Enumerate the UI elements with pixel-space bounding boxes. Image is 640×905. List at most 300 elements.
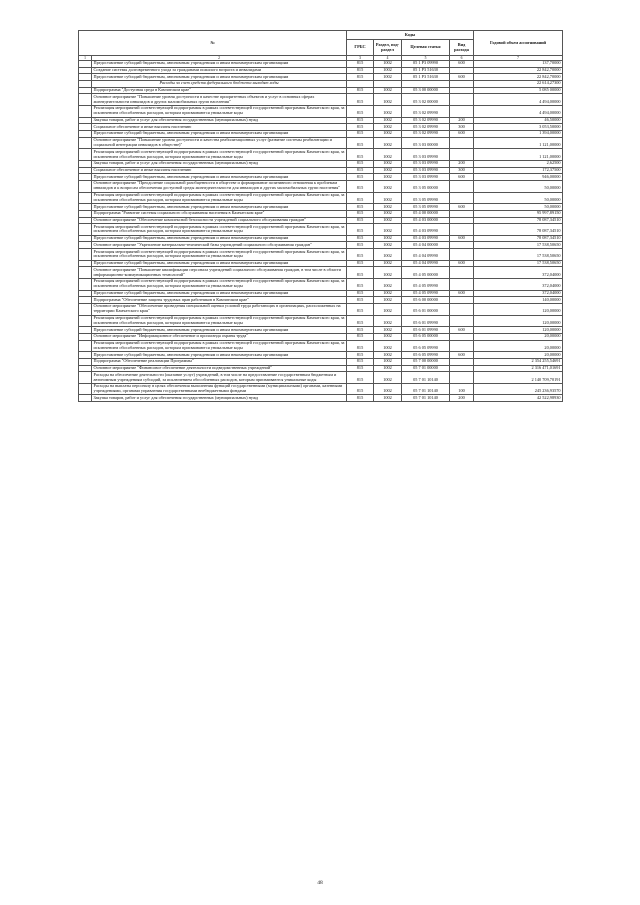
expense-type-cell	[450, 137, 474, 149]
amount-cell: 4 494,00000	[474, 106, 563, 118]
row-number-cell	[79, 290, 92, 297]
row-number-cell	[79, 297, 92, 304]
expense-type-cell: 600	[450, 74, 474, 81]
row-number-cell	[79, 174, 92, 181]
amount-cell: 17 538,50650	[474, 260, 563, 267]
razdel-cell: 1002	[374, 340, 402, 352]
razdel-cell: 1002	[374, 217, 402, 224]
amount-cell: 3 053,50000	[474, 124, 563, 131]
table-row	[79, 87, 563, 94]
amount-cell: 22 842,70000	[474, 74, 563, 81]
amount-cell: 1 121,00000	[474, 137, 563, 149]
razdel-cell: 1002	[374, 117, 402, 124]
row-number-cell	[79, 131, 92, 138]
row-name-cell: Предоставление субсидий бюджетным, автономным учреждениям и иным некоммерческим организациям	[92, 290, 347, 297]
row-name-cell: Реализация мероприятий соответствующей подпрограммы в рамках соответствующей государственной программы Камчатского края, за исключением обособленных расходов, которым присваиваются уникальные коды	[92, 106, 347, 118]
amount-cell: 22 842,70000	[474, 67, 563, 74]
row-name-cell: Основное мероприятие "Информационное обеспечение и пропаганда охраны труда"	[92, 333, 347, 340]
table-header	[79, 31, 563, 61]
row-number-cell	[79, 352, 92, 359]
amount-cell: 78 087,34510	[474, 217, 563, 224]
row-number-cell	[79, 217, 92, 224]
row-name-cell: Основное мероприятие "Повышение уровня доступности и качества реабилитационных услуг (развитие системы реабилитации и социальной интеграции инвалидов в обществе)"	[92, 137, 347, 149]
expense-type-cell	[450, 106, 474, 118]
expense-type-cell: 600	[450, 327, 474, 334]
row-number-cell	[79, 383, 92, 395]
table-row	[79, 279, 563, 291]
razdel-cell: 1002	[374, 174, 402, 181]
target-article-cell: 05 4 04 09990	[402, 260, 450, 267]
row-name-cell: Основное мероприятие "Повышение квалификации персонала учреждений социального обслуживания граждан, в том числе в области информационно-коммуникационных технологий"	[92, 267, 347, 279]
razdel-cell: 1002	[374, 297, 402, 304]
row-number-cell	[79, 260, 92, 267]
razdel-cell: 1002	[374, 327, 402, 334]
header-expense-type: Вид расхода	[450, 40, 474, 56]
target-article-cell: 05 4 03 00000	[402, 217, 450, 224]
amount-cell: 120,00000	[474, 315, 563, 327]
row-name-cell: Предоставление субсидий бюджетным, автономным учреждениям и иным некоммерческим организациям	[92, 352, 347, 359]
budget-table	[78, 30, 563, 402]
expense-type-cell: 200	[450, 117, 474, 124]
row-number-cell	[79, 204, 92, 211]
amount-cell: 140,00000	[474, 297, 563, 304]
table-row	[79, 372, 563, 384]
row-name-cell: Предоставление субсидий бюджетным, автономным учреждениям и иным некоммерческим организациям	[92, 235, 347, 242]
grbs-cell: 815	[347, 204, 374, 211]
grbs-cell: 815	[347, 333, 374, 340]
target-article-cell: 05 3 02 09990	[402, 131, 450, 138]
row-name-cell: Расходы на выплаты персоналу в целях обеспечения выполнения функций государственными (муниципальными) органами, казенными учреждениями, органами управления государственными внебюджетными фондами	[92, 383, 347, 395]
grbs-cell: 815	[347, 117, 374, 124]
table-row	[79, 249, 563, 261]
table-row	[79, 167, 563, 174]
column-index: 7	[474, 56, 563, 61]
target-article-cell: 05 3 03 00000	[402, 137, 450, 149]
amount-cell: 22 614,27300	[474, 81, 563, 88]
table-row	[79, 117, 563, 124]
amount-cell: 120,00000	[474, 327, 563, 334]
razdel-cell: 1002	[374, 304, 402, 316]
target-article-cell: 05 7 01 00000	[402, 365, 450, 372]
row-number-cell	[79, 358, 92, 365]
grbs-cell: 815	[347, 267, 374, 279]
row-name-cell: Создание системы долговременного ухода за гражданами пожилого возраста и инвалидами	[92, 67, 347, 74]
grbs-cell: 815	[347, 74, 374, 81]
razdel-cell: 1002	[374, 149, 402, 161]
target-article-cell: 05 3 03 09990	[402, 160, 450, 167]
razdel-cell: 1002	[374, 224, 402, 236]
expense-type-cell	[450, 315, 474, 327]
row-name-cell: Предоставление субсидий бюджетным, автономным учреждениям и иным некоммерческим организациям	[92, 74, 347, 81]
target-article-cell: 05 6 01 09990	[402, 315, 450, 327]
expense-type-cell: 600	[450, 174, 474, 181]
razdel-cell: 1002	[374, 372, 402, 384]
grbs-cell: 815	[347, 87, 374, 94]
row-name-cell: Реализация мероприятий соответствующей подпрограммы в рамках соответствующей государственной программы Камчатского края, за исключением обособленных расходов, которым присваиваются уникальные коды	[92, 149, 347, 161]
row-number-cell	[79, 106, 92, 118]
target-article-cell: 05 6 01 09990	[402, 327, 450, 334]
razdel-cell: 1002	[374, 333, 402, 340]
amount-cell: 95 997,89150	[474, 210, 563, 217]
grbs-cell: 815	[347, 210, 374, 217]
razdel-cell: 1002	[374, 290, 402, 297]
row-name-cell: Расходы за счет средств федерального бюджета выходят ходы	[92, 81, 347, 88]
table-row	[79, 340, 563, 352]
column-index: 4	[374, 56, 402, 61]
expense-type-cell	[450, 340, 474, 352]
expense-type-cell: 600	[450, 204, 474, 211]
razdel-cell: 1002	[374, 61, 402, 68]
table-row	[79, 106, 563, 118]
row-number-cell	[79, 117, 92, 124]
grbs-cell: 815	[347, 61, 374, 68]
row-number-cell	[79, 87, 92, 94]
expense-type-cell	[450, 180, 474, 192]
amount-cell: 245 236,93570	[474, 383, 563, 395]
expense-type-cell	[450, 297, 474, 304]
razdel-cell: 1002	[374, 242, 402, 249]
row-name-cell: Предоставление субсидий бюджетным, автономным учреждениям и иным некоммерческим организациям	[92, 260, 347, 267]
razdel-cell: 1002	[374, 249, 402, 261]
grbs-cell: 815	[347, 174, 374, 181]
table-row	[79, 290, 563, 297]
amount-cell: 372,04000	[474, 290, 563, 297]
table-row	[79, 81, 563, 88]
target-article-cell: 05 6 01 00000	[402, 304, 450, 316]
expense-type-cell: 200	[450, 160, 474, 167]
grbs-cell: 815	[347, 279, 374, 291]
row-number-cell	[79, 74, 92, 81]
expense-type-cell	[450, 224, 474, 236]
target-article-cell: 05 1 Р3 51630	[402, 74, 450, 81]
target-article-cell: 05 4 04 00000	[402, 242, 450, 249]
row-name-cell: Реализация мероприятий соответствующей подпрограммы в рамках соответствующей государственной программы Камчатского края, за исключением обособленных расходов, которым присваиваются уникальные коды	[92, 249, 347, 261]
header-target-article: Целевая статья	[402, 40, 450, 56]
razdel-cell: 1002	[374, 204, 402, 211]
row-number-cell	[79, 365, 92, 372]
target-article-cell: 05 6 05 09990	[402, 352, 450, 359]
expense-type-cell: 600	[450, 352, 474, 359]
table-row	[79, 297, 563, 304]
row-number-cell	[79, 67, 92, 74]
column-index: 3	[347, 56, 374, 61]
razdel-cell: 1002	[374, 67, 402, 74]
row-name-cell: Реализация мероприятий соответствующей подпрограммы в рамках соответствующей государственной программы Камчатского края, за исключением обособленных расходов, которым присваиваются уникальные коды	[92, 340, 347, 352]
expense-type-cell: 600	[450, 260, 474, 267]
expense-type-cell	[450, 242, 474, 249]
amount-cell: 17 538,50650	[474, 242, 563, 249]
target-article-cell: 05 3 03 09990	[402, 167, 450, 174]
expense-type-cell: 600	[450, 235, 474, 242]
row-name-cell: Предоставление субсидий бюджетным, автономным учреждениям и иным некоммерческим организациям	[92, 61, 347, 68]
grbs-cell: 815	[347, 297, 374, 304]
target-article-cell: 05 4 03 09990	[402, 235, 450, 242]
amount-cell: 50,00000	[474, 180, 563, 192]
razdel-cell: 1002	[374, 358, 402, 365]
table-row	[79, 304, 563, 316]
table-row	[79, 137, 563, 149]
row-number-cell	[79, 395, 92, 402]
row-name-cell: Основное мероприятие "Повышение уровня доступности в качестве приоритетных объектов и услуг в основных сферах жизнедеятельности инвалидов и других маломобильных групп населения"	[92, 94, 347, 106]
page-number: 48	[317, 880, 323, 886]
expense-type-cell	[450, 87, 474, 94]
table-row	[79, 224, 563, 236]
expense-type-cell	[450, 249, 474, 261]
grbs-cell: 815	[347, 224, 374, 236]
row-name-cell: Закупка товаров, работ и услуг для обеспечения государственных (муниципальных) нужд	[92, 117, 347, 124]
expense-type-cell	[450, 372, 474, 384]
row-name-cell: Основное мероприятие "Укрепление материально-технической базы учреждений социального обслуживания граждан"	[92, 242, 347, 249]
row-name-cell: Основное мероприятие "Обеспечение проведения специальной оценки условий труда работающих в организациях, расположенных на территории Камчатского края"	[92, 304, 347, 316]
header-razdel: Раздел, под-раздел	[374, 40, 402, 56]
table-row	[79, 210, 563, 217]
target-article-cell: 05 3 02 09990	[402, 106, 450, 118]
expense-type-cell	[450, 365, 474, 372]
expense-type-cell	[450, 192, 474, 204]
amount-cell: 20,00000	[474, 340, 563, 352]
table-row	[79, 358, 563, 365]
target-article-cell: 05 4 05 09990	[402, 279, 450, 291]
grbs-cell: 815	[347, 167, 374, 174]
expense-type-cell: 200	[450, 395, 474, 402]
header-volume: Годовой объем ассигнований	[474, 31, 563, 56]
grbs-cell: 815	[347, 137, 374, 149]
expense-type-cell: 300	[450, 124, 474, 131]
row-number-cell	[79, 94, 92, 106]
table-row	[79, 352, 563, 359]
amount-cell: 2,62500	[474, 160, 563, 167]
grbs-cell: 815	[347, 395, 374, 402]
expense-type-cell	[450, 149, 474, 161]
razdel-cell: 1002	[374, 267, 402, 279]
target-article-cell: 05 4 03 09990	[402, 224, 450, 236]
target-article-cell: 05 3 05 00000	[402, 180, 450, 192]
target-article-cell: 05 6 05 09990	[402, 340, 450, 352]
razdel-cell: 1002	[374, 235, 402, 242]
amount-cell: 46,50000	[474, 117, 563, 124]
row-name-cell: Подпрограмма "Обеспечение реализации Программы"	[92, 358, 347, 365]
target-article-cell: 05 4 04 09990	[402, 249, 450, 261]
grbs-cell: 815	[347, 106, 374, 118]
razdel-cell: 1002	[374, 94, 402, 106]
grbs-cell: 815	[347, 315, 374, 327]
expense-type-cell	[450, 81, 474, 88]
amount-cell: 5 085 00000	[474, 87, 563, 94]
row-name-cell: Предоставление субсидий бюджетным, автономным учреждениям и иным некоммерческим организациям	[92, 174, 347, 181]
row-number-cell	[79, 304, 92, 316]
table-row	[79, 217, 563, 224]
amount-cell: 50,00000	[474, 204, 563, 211]
row-name-cell: Реализация мероприятий соответствующей подпрограммы в рамках соответствующей государственной программы Камчатского края, за исключением обособленных расходов, которым присваиваются уникальные коды	[92, 279, 347, 291]
target-article-cell: 05 3 02 00000	[402, 94, 450, 106]
expense-type-cell	[450, 333, 474, 340]
razdel-cell: 1002	[374, 167, 402, 174]
row-name-cell: Реализация мероприятий соответствующей подпрограммы в рамках соответствующей государственной программы Камчатского края, за исключением обособленных расходов, которым присваиваются уникальные коды	[92, 224, 347, 236]
row-number-cell	[79, 267, 92, 279]
amount-cell: 20,00000	[474, 333, 563, 340]
grbs-cell	[347, 81, 374, 88]
table-row	[79, 204, 563, 211]
amount-cell: 137,70000	[474, 61, 563, 68]
grbs-cell: 815	[347, 192, 374, 204]
row-number-cell	[79, 249, 92, 261]
header-codes: Коды	[347, 31, 474, 40]
table-row	[79, 327, 563, 334]
table-row	[79, 235, 563, 242]
amount-cell: 372,04000	[474, 279, 563, 291]
table-row	[79, 74, 563, 81]
row-name-cell: Основное мероприятие "Обеспечение комплексной безопасности учреждений социального обслуживания граждан"	[92, 217, 347, 224]
amount-cell: 2 354 255,54691	[474, 358, 563, 365]
amount-cell: 2 140 709,70191	[474, 372, 563, 384]
amount-cell: 946,00000	[474, 174, 563, 181]
table-row	[79, 242, 563, 249]
table-row	[79, 174, 563, 181]
grbs-cell: 815	[347, 249, 374, 261]
razdel-cell	[374, 81, 402, 88]
razdel-cell: 1002	[374, 74, 402, 81]
expense-type-cell: 100	[450, 383, 474, 395]
row-name-cell: Закупка товаров, работ и услуг для обеспечения государственных (муниципальных) нужд	[92, 395, 347, 402]
razdel-cell: 1002	[374, 192, 402, 204]
grbs-cell: 815	[347, 358, 374, 365]
table-row	[79, 160, 563, 167]
column-index: 6	[450, 56, 474, 61]
row-name-cell: Основное мероприятие "Преодоление социальной разобщенности в обществе и формирование позитивного отношения к проблемам инвалидов и к вопросам обеспечения доступной среды жизнедеятельности для инвалидов и других маломобильных групп населения"	[92, 180, 347, 192]
table-row	[79, 124, 563, 131]
row-name-cell: Закупка товаров, работ и услуг для обеспечения государственных (муниципальных) нужд	[92, 160, 347, 167]
row-number-cell	[79, 137, 92, 149]
amount-cell: 1 394,00000	[474, 131, 563, 138]
amount-cell: 2 316 471,01691	[474, 365, 563, 372]
grbs-cell: 815	[347, 290, 374, 297]
razdel-cell: 1002	[374, 352, 402, 359]
grbs-cell: 815	[347, 372, 374, 384]
row-name-cell: Реализация мероприятий соответствующей подпрограммы в рамках соответствующей государственной программы Камчатского края, за исключением обособленных расходов, которым присваиваются уникальные коды	[92, 315, 347, 327]
expense-type-cell: 600	[450, 61, 474, 68]
row-name-cell: Подпрограмма "Доступная среда в Камчатском крае"	[92, 87, 347, 94]
grbs-cell: 815	[347, 67, 374, 74]
table-row	[79, 192, 563, 204]
razdel-cell: 1002	[374, 365, 402, 372]
expense-type-cell: 600	[450, 290, 474, 297]
razdel-cell: 1002	[374, 260, 402, 267]
grbs-cell: 815	[347, 217, 374, 224]
row-name-cell: Предоставление субсидий бюджетным, автономным учреждениям и иным некоммерческим организациям	[92, 131, 347, 138]
target-article-cell: 05 7 01 10140	[402, 383, 450, 395]
table-row	[79, 61, 563, 68]
target-article-cell: 05 6 00 00000	[402, 297, 450, 304]
row-number-cell	[79, 210, 92, 217]
target-article-cell: 05 4 05 09990	[402, 290, 450, 297]
column-index: 1	[79, 56, 92, 61]
grbs-cell: 815	[347, 352, 374, 359]
target-article-cell: 05 7 01 10140	[402, 395, 450, 402]
razdel-cell: 1002	[374, 106, 402, 118]
expense-type-cell	[450, 67, 474, 74]
razdel-cell: 1002	[374, 180, 402, 192]
amount-cell: 17 538,50650	[474, 249, 563, 261]
grbs-cell: 815	[347, 383, 374, 395]
table-row	[79, 383, 563, 395]
amount-cell: 172,37500	[474, 167, 563, 174]
grbs-cell: 815	[347, 124, 374, 131]
row-name-cell: Социальное обеспечение и иные выплаты населению	[92, 124, 347, 131]
target-article-cell: 05 3 05 09990	[402, 192, 450, 204]
razdel-cell: 1002	[374, 383, 402, 395]
razdel-cell: 1002	[374, 160, 402, 167]
target-article-cell: 05 1 Р3 09990	[402, 61, 450, 68]
grbs-cell: 815	[347, 242, 374, 249]
row-number-cell	[79, 160, 92, 167]
target-article-cell: 05 6 05 00000	[402, 333, 450, 340]
table-body	[79, 61, 563, 402]
target-article-cell: 05 4 05 00000	[402, 267, 450, 279]
table-row	[79, 267, 563, 279]
row-number-cell	[79, 167, 92, 174]
row-name-cell: Основное мероприятие "Финансовое обеспечение деятельности подведомственных учреждений"	[92, 365, 347, 372]
grbs-cell: 815	[347, 94, 374, 106]
amount-cell: 120,00000	[474, 304, 563, 316]
expense-type-cell	[450, 94, 474, 106]
grbs-cell: 815	[347, 327, 374, 334]
table-row	[79, 260, 563, 267]
row-name-cell: Подпрограмма "Развитие системы социального обслуживания населения в Камчатском крае"	[92, 210, 347, 217]
grbs-cell: 815	[347, 304, 374, 316]
razdel-cell: 1002	[374, 124, 402, 131]
table-row	[79, 131, 563, 138]
amount-cell: 42 522,98930	[474, 395, 563, 402]
target-article-cell: 05 1 Р3 51630	[402, 67, 450, 74]
row-name-cell: Социальное обеспечение и иные выплаты населению	[92, 167, 347, 174]
amount-cell: 372,04000	[474, 267, 563, 279]
row-number-cell	[79, 279, 92, 291]
row-number-cell	[79, 340, 92, 352]
row-number-cell	[79, 372, 92, 384]
row-number-cell	[79, 315, 92, 327]
table-row	[79, 149, 563, 161]
budget-table-sheet	[78, 30, 562, 402]
razdel-cell: 1002	[374, 87, 402, 94]
target-article-cell: 05 7 01 10140	[402, 372, 450, 384]
table-row	[79, 67, 563, 74]
target-article-cell: 05 3 00 00000	[402, 87, 450, 94]
target-article-cell	[402, 81, 450, 88]
target-article-cell: 05 3 03 09990	[402, 174, 450, 181]
column-index: 2	[92, 56, 347, 61]
table-row	[79, 94, 563, 106]
amount-cell: 1 121,00000	[474, 149, 563, 161]
column-index: 5	[402, 56, 450, 61]
target-article-cell: 05 4 00 00000	[402, 210, 450, 217]
table-row	[79, 315, 563, 327]
row-number-cell	[79, 149, 92, 161]
target-article-cell: 05 3 02 09990	[402, 124, 450, 131]
row-number-cell	[79, 61, 92, 68]
razdel-cell: 1002	[374, 279, 402, 291]
expense-type-cell	[450, 358, 474, 365]
grbs-cell: 815	[347, 365, 374, 372]
razdel-cell: 1002	[374, 315, 402, 327]
target-article-cell: 05 3 03 09990	[402, 149, 450, 161]
table-row	[79, 333, 563, 340]
row-number-cell	[79, 180, 92, 192]
expense-type-cell	[450, 267, 474, 279]
expense-type-cell	[450, 279, 474, 291]
table-row	[79, 395, 563, 402]
amount-cell: 78 087,34510	[474, 224, 563, 236]
table-row	[79, 365, 563, 372]
